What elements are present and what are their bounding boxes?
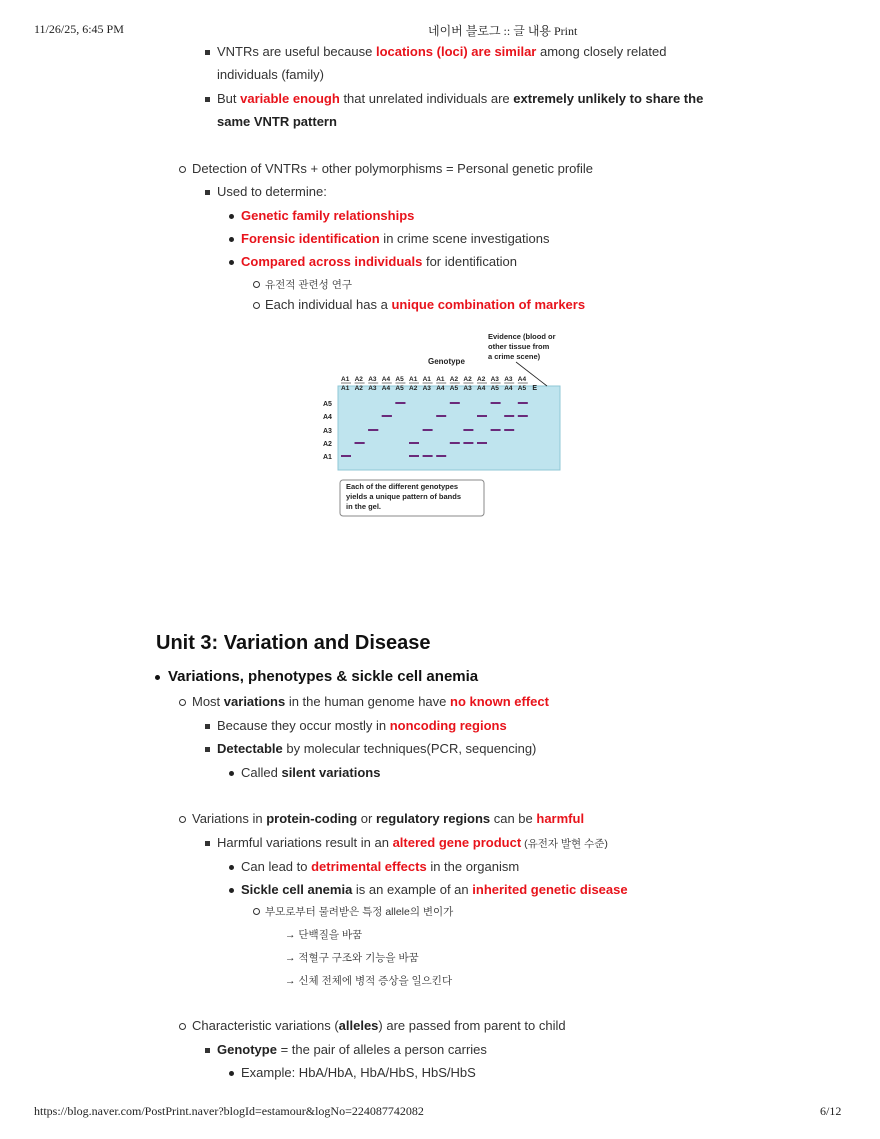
lane-label-bottom: A2 [409, 385, 418, 392]
harmful-line-1: Variations in protein-coding or regulatory regions can be harmful [192, 811, 585, 826]
circle-bullet-icon [253, 281, 260, 288]
lane-label-top: A3 [368, 376, 377, 383]
gel-band [409, 455, 419, 457]
evidence-label-2: other tissue from [488, 342, 550, 351]
allele-row-label: A3 [323, 428, 332, 435]
allele-line-1: Characteristic variations (alleles) are passed from parent to child [192, 1018, 566, 1033]
korean-note-2: → 단백질을 바꿈 [285, 929, 363, 941]
korean-note-3: → 적혈구 구조와 기능을 바꿈 [285, 952, 419, 964]
lane-label-bottom: A1 [341, 385, 350, 392]
lane-label-bottom: A3 [422, 385, 431, 392]
lane-label-bottom: A5 [517, 385, 527, 392]
svg-text:a crime scene) [488, 352, 541, 361]
profile-korean-2: Each individual has a unique combination of markers [265, 297, 586, 312]
dot-bullet-icon [229, 260, 234, 265]
square-bullet-icon [205, 747, 210, 752]
profile-korean-1: 유전적 관련성 연구 [265, 279, 352, 291]
korean-note-1: 부모로부터 물려받은 특정 allele의 변이가 [265, 906, 454, 918]
caption-line-1: Each of the different genotypes [346, 482, 459, 491]
variation-line-4: Called silent variations [241, 765, 381, 780]
lane-label-bottom: A5 [490, 385, 499, 392]
gel-band [504, 415, 514, 417]
circle-bullet-icon [179, 816, 186, 823]
gel-band [463, 429, 473, 431]
allele-line-2: Genotype = the pair of alleles a person carries [217, 1042, 487, 1057]
profile-item-2: Forensic identification in crime scene investigations [241, 231, 550, 246]
square-bullet-icon [205, 724, 210, 729]
harmful-line-2: Harmful variations result in an altered gene product (유전자 발현 수준) [217, 835, 608, 850]
square-bullet-icon [205, 97, 210, 102]
variation-line-1: Most variations in the human genome have no known effect [192, 694, 549, 709]
gel-band [477, 415, 487, 417]
lane-label-top: A4 [517, 376, 527, 383]
caption-line-2: yields a unique pattern of bands [346, 492, 462, 501]
genotype-label: Genotype [428, 357, 465, 366]
square-bullet-icon [205, 50, 210, 55]
gel-band [491, 429, 501, 431]
vntr-line-3: But variable enough that unrelated individuals are extremely unlikely to share the [217, 91, 704, 106]
profile-used: Used to determine: [217, 184, 327, 199]
circle-bullet-icon [179, 1023, 186, 1030]
square-bullet-icon [205, 1048, 210, 1053]
gel-band [423, 455, 433, 457]
lane-label-top: A1 [436, 376, 445, 383]
lane-label-bottom: A5 [395, 385, 404, 392]
circle-bullet-icon [253, 908, 260, 915]
gel-band [395, 402, 405, 404]
evidence-label-3: a crime scene) [488, 352, 541, 361]
lane-label-bottom: A3 [463, 385, 472, 392]
lane-label-bottom: A3 [368, 385, 377, 392]
dot-bullet-icon [229, 888, 234, 893]
page-number: 6/12 [820, 1104, 842, 1118]
dot-bullet-icon [229, 214, 234, 219]
lane-label-top: A2 [354, 376, 363, 383]
variation-line-3: Detectable by molecular techniques(PCR, sequencing) [217, 741, 537, 756]
vntr-line-1: VNTRs are useful because locations (loci) are similar among closely related [217, 44, 667, 59]
gel-band [491, 402, 501, 404]
allele-row-label: A5 [323, 401, 332, 408]
gel-band [355, 442, 365, 444]
square-bullet-icon [205, 190, 210, 195]
lane-label-bottom: A4 [381, 385, 391, 392]
svg-text:Evidence (blood or [488, 332, 556, 341]
svg-text:other tissue from [488, 342, 550, 351]
harmful-line-3: Can lead to detrimental effects in the organism [241, 859, 520, 874]
variation-line-2: Because they occur mostly in noncoding regions [217, 718, 507, 733]
gel-band [518, 402, 528, 404]
lane-label-top: A5 [395, 376, 404, 383]
lane-label-top: A1 [422, 376, 431, 383]
profile-item-3: Compared across individuals for identification [241, 254, 518, 269]
gel-band [436, 455, 446, 457]
gel-background [338, 386, 560, 470]
caption-line-3: in the gel. [346, 502, 382, 511]
evidence-lane-label: E [532, 385, 538, 392]
korean-note-4: → 신체 전체에 병적 증상을 일으킨다 [285, 975, 453, 987]
lane-label-top: A3 [490, 376, 499, 383]
dot-bullet-icon [229, 1071, 234, 1076]
gel-band [409, 442, 419, 444]
allele-row-label: A1 [323, 454, 332, 461]
lane-label-top: A4 [381, 376, 391, 383]
gel-band [463, 442, 473, 444]
allele-line-3: Example: HbA/HbA, HbA/HbS, HbS/HbS [241, 1065, 476, 1080]
print-title: 네이버 블로그 :: 글 내용 Print [428, 24, 578, 38]
lane-label-top: A3 [504, 376, 513, 383]
vntr-gel-figure [318, 330, 564, 520]
lane-label-bottom: A4 [436, 385, 445, 392]
lane-label-bottom: A5 [449, 385, 459, 392]
unit-heading: Unit 3: Variation and Disease [156, 632, 431, 654]
gel-band [477, 442, 487, 444]
dot-bullet-icon [229, 771, 234, 776]
section-subtitle: Variations, phenotypes & sickle cell anemia [168, 668, 479, 685]
gel-band [450, 442, 460, 444]
dot-bullet-icon [229, 237, 234, 242]
gel-band [382, 415, 392, 417]
gel-band [504, 429, 514, 431]
circle-bullet-icon [253, 302, 260, 309]
allele-row-label: A4 [323, 414, 332, 421]
lane-label-top: A2 [449, 376, 459, 383]
lane-label-top: A2 [463, 376, 472, 383]
profile-item-1: Genetic family relationships [241, 208, 415, 223]
circle-bullet-icon [179, 699, 186, 706]
circle-bullet-icon [179, 166, 186, 173]
profile-detect: Detection of VNTRs + other polymorphisms = Personal genetic profile [192, 161, 594, 176]
vntr-line-4: same VNTR pattern [217, 114, 337, 129]
lane-label-bottom: A4 [477, 385, 486, 392]
lane-label-bottom: A4 [504, 385, 513, 392]
gel-band [368, 429, 378, 431]
lane-label-top: A1 [409, 376, 418, 383]
print-timestamp: 11/26/25, 6:45 PM [34, 22, 124, 36]
gel-band [436, 415, 446, 417]
allele-row-label: A2 [323, 441, 332, 448]
gel-band [423, 429, 433, 431]
lane-label-top: A2 [477, 376, 486, 383]
gel-band [518, 415, 528, 417]
lane-label-top: A1 [341, 376, 350, 383]
evidence-label-1: Evidence (blood or [488, 332, 556, 341]
vntr-line-2: individuals (family) [217, 67, 324, 82]
dot-bullet-icon [155, 675, 160, 680]
dot-bullet-icon [229, 865, 234, 870]
lane-label-bottom: A2 [354, 385, 363, 392]
gel-band [450, 402, 460, 404]
harmful-line-4: Sickle cell anemia is an example of an inherited genetic disease [241, 882, 628, 897]
page-url: https://blog.naver.com/PostPrint.naver?blogId=estamour&logNo=224087742082 [34, 1104, 424, 1118]
square-bullet-icon [205, 841, 210, 846]
gel-band [341, 455, 351, 457]
